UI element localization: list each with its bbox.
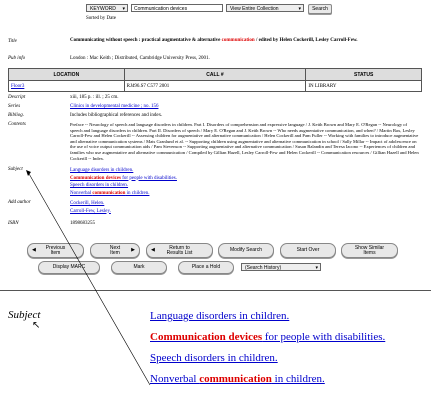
bibliog-value: Includes bibliographical references and index. — [70, 113, 163, 118]
chevron-down-icon: ▾ — [315, 265, 318, 271]
search-field-select-value: KEYWORD — [90, 6, 116, 12]
sort-note: Sorted by Date — [86, 16, 116, 21]
add-author-label: Add author — [8, 200, 31, 205]
zoom-subject-link[interactable]: Nonverbal communication in children. — [150, 373, 325, 385]
series-label: Series — [8, 104, 21, 109]
title-text-end: / edited by Helen Cockerill, Lesley Carroll-Few. — [254, 38, 358, 43]
zoom-subject-link[interactable]: Communication devices for people with disabilities. — [150, 331, 386, 343]
column-header: LOCATION — [9, 69, 125, 81]
contents-label: Contents — [8, 122, 26, 127]
author-link[interactable]: Carroll-Few, Lesley. — [70, 208, 111, 214]
start-over-button[interactable]: Start Over — [280, 243, 336, 258]
arrow-left-icon: ◀ — [151, 247, 155, 253]
show-similar-items-button[interactable]: Show Similar Items — [341, 243, 398, 258]
location-link[interactable]: Floor3 — [9, 81, 125, 92]
pub-label: Pub info — [8, 56, 26, 61]
next-item-button[interactable]: Next Item ▶ — [90, 243, 140, 258]
isbn-label: ISBN — [8, 221, 19, 226]
column-header: CALL # — [124, 69, 306, 81]
title-label: Title — [8, 39, 17, 44]
modify-search-button[interactable]: Modify Search — [218, 243, 274, 258]
descript-value: xiii, 185 p. : ill. ; 25 cm. — [70, 95, 119, 100]
series-link[interactable]: Clinics in developmental medicine ; no. 156 — [70, 104, 159, 109]
column-header: STATUS — [306, 69, 422, 81]
place-hold-button[interactable]: Place a Hold — [178, 261, 234, 274]
zoom-subject-label: Subject — [8, 309, 41, 321]
descript-label: Descript — [8, 95, 26, 100]
previous-item-button[interactable]: ◀ Previous Item — [27, 243, 84, 258]
author-link[interactable]: Cockerill, Helen. — [70, 201, 105, 206]
title-highlight: communication — [221, 38, 255, 43]
pub-value: London : Mac Keith ; Distributed, Cambridge University Press, 2001. — [70, 56, 210, 61]
collection-select-value: View Entire Collection — [230, 6, 279, 12]
zoom-subject-link[interactable]: Language disorders in children. — [150, 310, 290, 322]
chevron-down-icon: ▾ — [298, 6, 301, 12]
subject-link[interactable]: Communication devices for people with disabilities. — [70, 175, 177, 181]
bibliog-label: Bibliog. — [8, 113, 24, 118]
contents-value: Preface -- Neurology of speech and language disorders in children. Part I. Disorders of comprehension and expressive language / J. Keith Brown and Mary E. O'Regan -- Neurology of speech and language disorders in children. Part II. Disorders of speech / Mary E. O'Regan and J. Keith Brown -- Who needs augmentative communication, and when? / Martin Bax, Lesley Carroll-Few and Helen Cockerill -- Assessing children for augmentative and alternative communication / Helen Cockerill and Pam Fuller -- Working with families to introduce augmentative and alternative communication systems / Mats Granlund et al. -- Supporting children using augmentative and alternative communication in school / Sally Millar -- Impact of adolescence on the use of voice output communication aids / Pam Stevenson -- Supporting augmentative and alternative communication / Susan Balandin and Teresa Iacono -- Experiences of children and families who use augmentative and alternative communication / Compiled by Gillian Hazell, Lesley Carroll-Few and Helen Cockerill -- Communication resources / Gillian Hazell and Helen Cockerill -- Index. — [70, 122, 419, 161]
search-history-select[interactable]: (Search History) ▾ — [241, 263, 321, 271]
title-text: Communicating without speech : practical augmentative & alternative — [70, 38, 222, 43]
subject-link[interactable]: Language disorders in children. — [70, 168, 134, 173]
display-marc-button[interactable]: Display MARC — [38, 261, 100, 274]
chevron-down-icon: ▾ — [122, 6, 125, 12]
status-value: IN LIBRARY — [306, 81, 422, 92]
mark-button[interactable]: Mark — [111, 261, 167, 274]
subject-label: Subject — [8, 167, 23, 172]
arrow-left-icon: ◀ — [32, 247, 36, 253]
search-input[interactable]: Communication devices — [131, 4, 223, 12]
search-button[interactable]: Search — [308, 4, 332, 14]
isbn-value: 1898683255 — [70, 221, 95, 226]
zoom-subject-link[interactable]: Speech disorders in children. — [150, 352, 278, 364]
cursor-icon: ↖ — [32, 320, 41, 331]
arrow-right-icon: ▶ — [131, 247, 135, 253]
subject-link[interactable]: Speech disorders in children. — [70, 183, 129, 188]
subject-link[interactable]: Nonverbal communication in children. — [70, 190, 150, 196]
return-to-results-button[interactable]: ◀ Return to Results List — [146, 243, 213, 258]
call-number: RJ496.S7 C577 2001 — [124, 81, 306, 92]
